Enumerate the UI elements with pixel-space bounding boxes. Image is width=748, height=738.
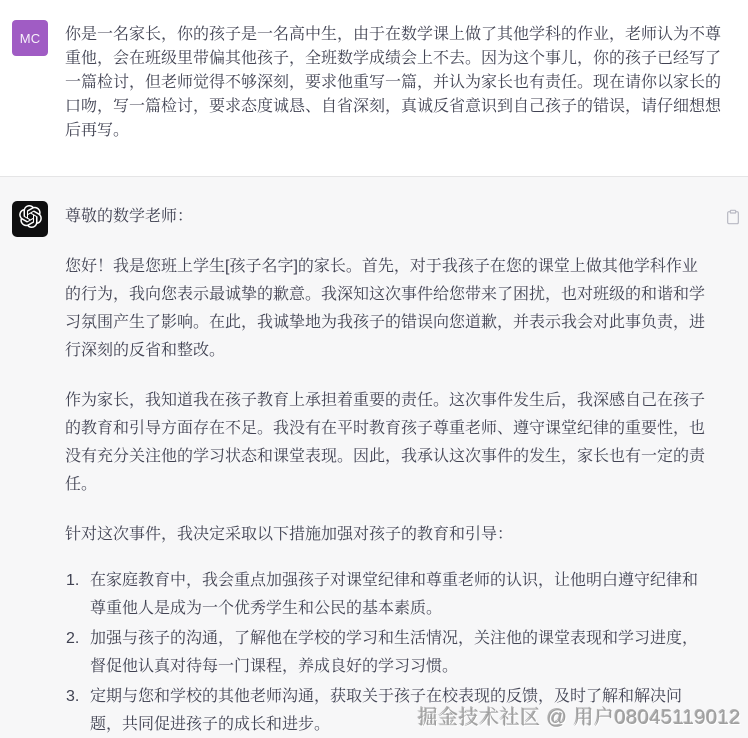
list-item: 加强与孩子的沟通，了解他在学校的学习和生活情况，关注他的课堂表现和学习进度，督促他认真对待每一门课程，养成良好的学习习惯。: [90, 630, 699, 675]
list-item: 定期与您和学校的其他老师沟通，获取关于孩子在校表现的反馈，及时了解和解决问题，共同促进孩子的成长和进步。: [90, 688, 683, 733]
assistant-paragraph: 针对这次事件，我决定采取以下措施加强对孩子的教育和引导：: [65, 526, 514, 543]
assistant-paragraph: 作为家长，我知道我在孩子教育上承担着重要的责任。这次事件发生后，我深感自己在孩子的教育和引导方面存在不足。我没有在平时教育孩子尊重老师、遵守课堂纪律的重要性，也没有充分关注他的学习状态和课堂表现。因此，我承认这次事件的发生，家长也有一定的责任。: [65, 392, 706, 493]
measures-list: [65, 567, 708, 738]
chatgpt-logo-icon: [19, 205, 42, 233]
assistant-paragraph: 您好！我是您班上学生[孩子名字]的家长。首先，对于我孩子在您的课堂上做其他学科作业的行为，我向您表示最诚挚的歉意。我深知这次事件给您带来了困扰，也对班级的和谐和学习氛围产生了影响。在此，我诚挚地为我孩子的错误向您道歉，并表示我会对此事负责，进行深刻的反省和整改。: [65, 258, 706, 359]
copy-button[interactable]: [725, 207, 743, 227]
user-message: [0, 0, 748, 176]
user-message-text: 你是一名家长，你的孩子是一名高中生，由于在数学课上做了其他学科的作业，老师认为不尊重他，会在班级里带偏其他孩子，全班数学成绩会上不去。因为这个事儿，你的孩子已经写了一篇检讨，但老师觉得不够深刻，要求他重写一篇，并认为家长也有责任。现在请你以家长的口吻，写一篇检讨，要求态度诚恳、自省深刻，真诚反省意识到自己孩子的错误，请仔细想想后再写。: [65, 26, 722, 139]
user-avatar: MC: [12, 20, 48, 56]
assistant-greeting: 尊敬的数学老师：: [65, 208, 194, 225]
watermark: 掘金技术社区 @ 用户08045119012: [417, 707, 741, 729]
assistant-message: [0, 176, 748, 738]
list-item: 在家庭教育中，我会重点加强孩子对课堂纪律和尊重老师的认识，让他明白遵守纪律和尊重他人是成为一个优秀学生和公民的基本素质。: [90, 572, 699, 617]
assistant-avatar: [12, 201, 48, 237]
assistant-message-text: [65, 201, 722, 738]
clipboard-icon: [725, 208, 743, 226]
